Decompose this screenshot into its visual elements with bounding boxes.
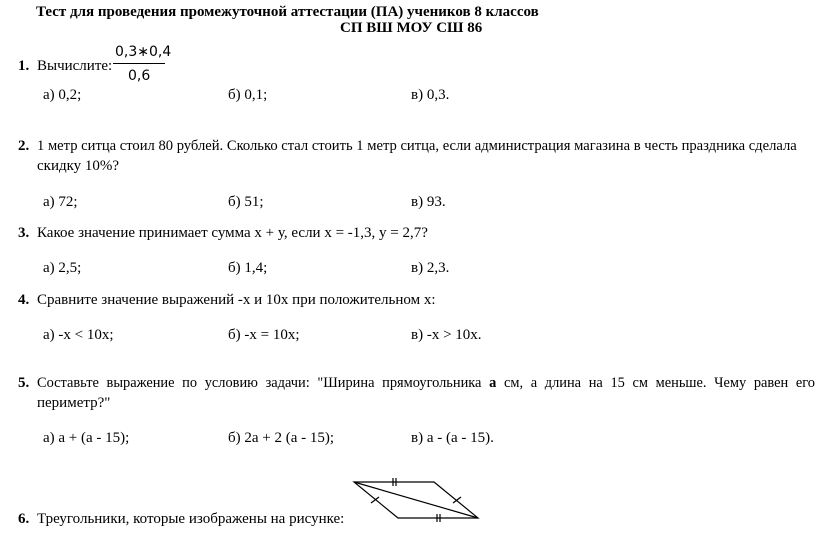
option-c: в) 93.: [411, 194, 446, 210]
text-part: Составьте выражение по условию задачи: "Ширина прямоугольника: [37, 375, 490, 391]
question-number: 6.: [18, 511, 30, 527]
option-b: б) -х = 10х;: [228, 327, 300, 343]
question-text: Какое значение принимает сумма х + у, если х = -1,3, у = 2,7?: [37, 225, 428, 241]
question-number: 1.: [18, 58, 30, 74]
fraction-bar: [113, 63, 165, 64]
option-c: в) 0,3.: [411, 87, 450, 103]
document-subtitle: СП ВШ МОУ СШ 86: [340, 20, 483, 36]
question-text-line1: 1 метр ситца стоил 80 рублей. Сколько стал стоить 1 метр ситца, если администрация магазина в честь праздника сделала: [37, 138, 797, 154]
option-b: б) 1,4;: [228, 260, 268, 276]
option-b: б) 0,1;: [228, 87, 268, 103]
question-text-line2: скидку 10%?: [37, 158, 120, 174]
fraction-numerator: 0,3∗0,4: [115, 44, 172, 60]
question-number: 3.: [18, 225, 30, 241]
option-c: в) -х > 10х.: [411, 327, 482, 343]
option-a: а) 72;: [43, 194, 78, 210]
question-text: Вычислите:: [37, 58, 113, 74]
question-number: 2.: [18, 138, 30, 154]
question-text-line2: периметр?": [37, 395, 111, 411]
question-number: 5.: [18, 375, 30, 391]
question-text-line1: [37, 375, 815, 392]
question-text: Сравните значение выражений -х и 10х при положительном х:: [37, 292, 436, 308]
diagonal-line: [354, 482, 478, 518]
text-part: см, а длина на 15 см меньше. Чему равен его: [496, 375, 815, 391]
variable-a: а: [489, 375, 497, 391]
option-c: в) 2,3.: [411, 260, 450, 276]
question-text: Треугольники, которые изображены на рисунке:: [37, 511, 345, 527]
document-title: Тест для проведения промежуточной аттестации (ПА) учеников 8 классов: [36, 4, 539, 20]
option-b: б) 51;: [228, 194, 264, 210]
option-a: а) -х < 10х;: [43, 327, 114, 343]
question-number: 4.: [18, 292, 30, 308]
option-c: в) а - (а - 15).: [411, 430, 494, 446]
triangles-figure: [350, 476, 482, 522]
fraction-denominator: 0,6: [128, 68, 151, 84]
option-a: а) а + (а - 15);: [43, 430, 130, 446]
option-a: а) 0,2;: [43, 87, 82, 103]
option-b: б) 2а + 2 (а - 15);: [228, 430, 335, 446]
option-a: а) 2,5;: [43, 260, 82, 276]
